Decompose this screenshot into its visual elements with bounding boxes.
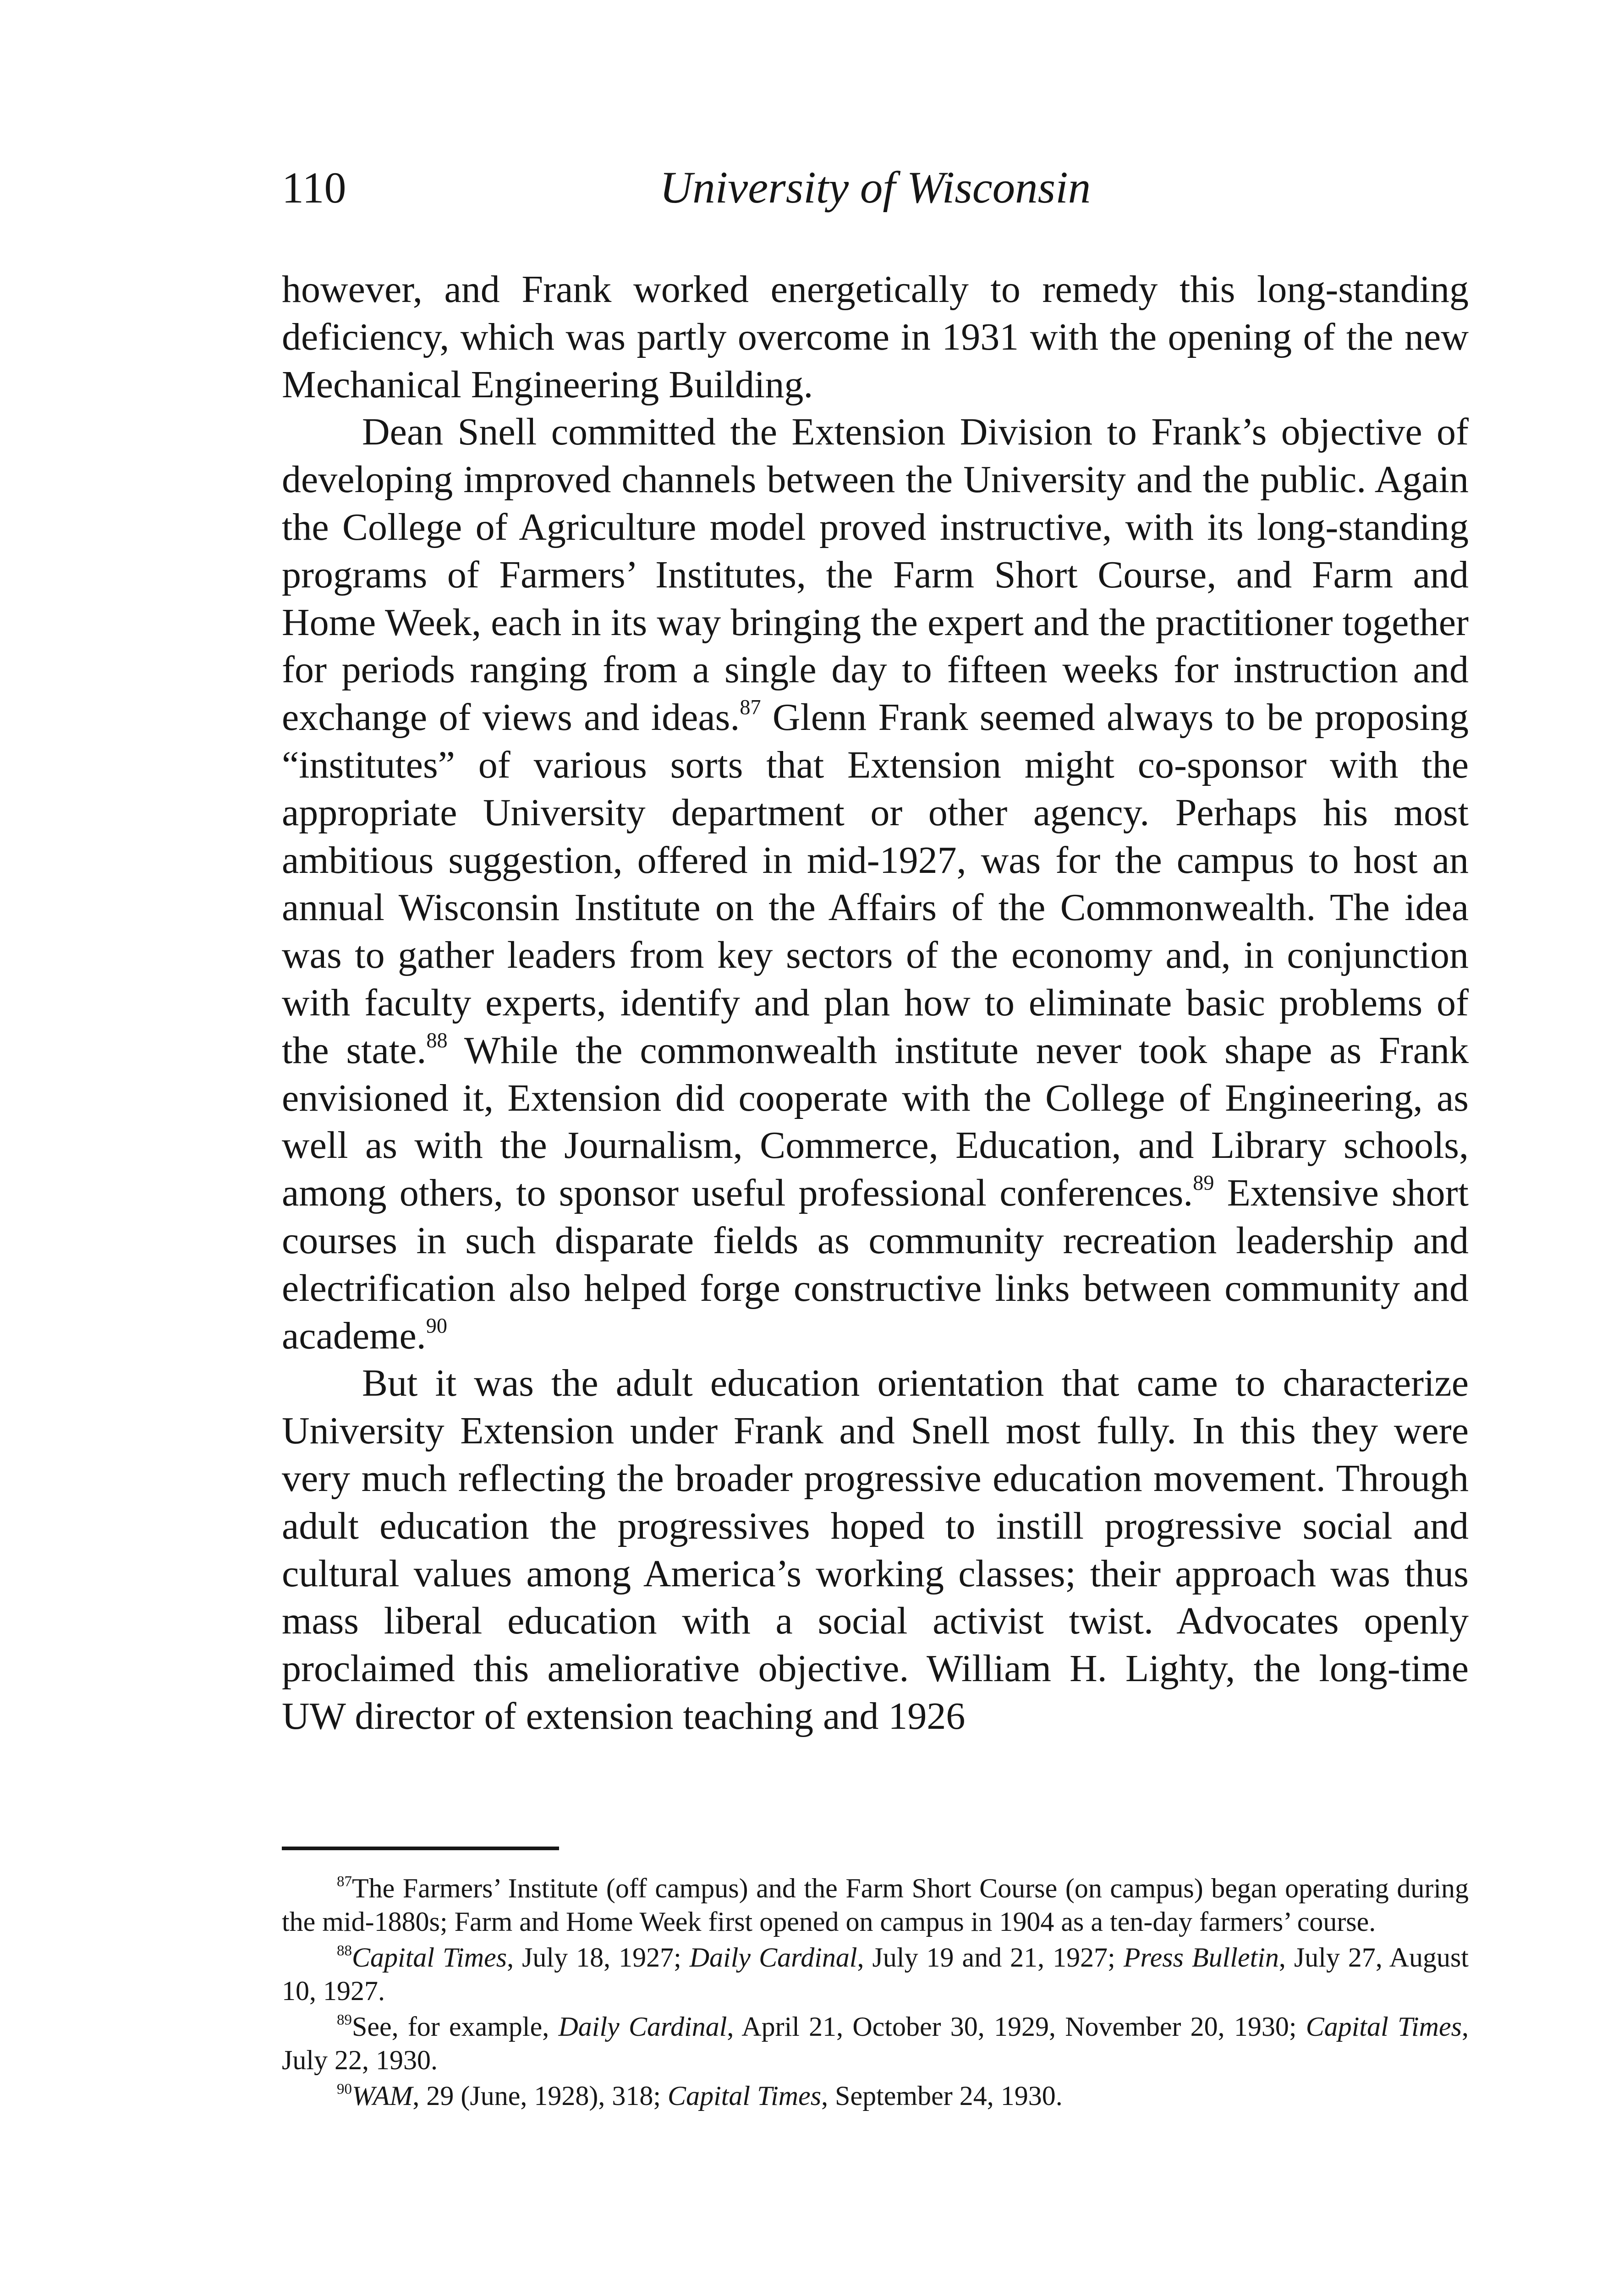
footnote-marker: 88 <box>337 1942 352 1959</box>
page-number: 110 <box>282 163 346 212</box>
running-head <box>282 158 1469 218</box>
paragraph <box>282 1359 1469 1740</box>
footnote-text: , July 19 and 21, 1927; <box>857 1942 1124 1973</box>
footnote-ref-90: 90 <box>426 1313 447 1337</box>
paragraph-text: But it was the adult education orientation that came to characterize University Extension under Frank and Snell most fully. In this they were very much reflecting the broader progressive education movement. Through adult education the progressives hoped to instill progressive social and cultural values among America’s working classes; their approach was thus mass liberal education with a social activist twist. Advocates openly proclaimed this ameliorative objective. William H. Lighty, the long-time UW director of extension teaching and 1926 <box>282 1362 1469 1737</box>
footnote-text: , April 21, October 30, 1929, November 20, 1930; <box>727 2011 1306 2042</box>
paragraph-text: While the commonwealth institute never took shape as Frank envisioned it, Extension did cooperate with the College of Engineering, as well as with the Journalism, Commerce, Education, and Library schools, among others, to sponsor useful professional conferences. <box>282 1029 1469 1215</box>
source-title: Daily Cardinal <box>558 2011 727 2042</box>
book-title: University of Wisconsin <box>659 163 1091 213</box>
footnote-marker: 87 <box>337 1873 352 1890</box>
paragraph <box>282 408 1469 1359</box>
source-title: Daily Cardinal <box>689 1942 857 1973</box>
body-text <box>282 266 1469 1740</box>
footnote-text: The Farmers’ Institute (off campus) and the Farm Short Course (on campus) began operating during the mid-1880s; Farm and Home Week first opened on campus in 1904 as a ten-day farmers’ course. <box>282 1873 1469 1937</box>
footnote-ref-88: 88 <box>426 1028 448 1052</box>
paragraph-text: Glenn Frank seemed always to be proposing “institutes” of various sorts that Extension might co-sponsor with the appropriate University department or other agency. Perhaps his most ambitious suggestion, offered in mid-1927, was for the campus to host an annual Wisconsin Institute on the Affairs of the Commonwealth. The idea was to gather leaders from key sectors of the economy and, in conjunction with faculty experts, identify and plan how to eliminate basic problems of the state. <box>282 696 1469 1072</box>
paragraph-continued <box>282 266 1469 408</box>
footnote-text: , 29 (June, 1928), 318; <box>412 2081 668 2111</box>
footnote-88 <box>282 1941 1469 2008</box>
footnote-87 <box>282 1872 1469 1939</box>
footnote-text: , September 24, 1930. <box>821 2081 1063 2111</box>
footnote-marker: 90 <box>337 2081 352 2098</box>
footnote-ref-89: 89 <box>1193 1171 1214 1195</box>
source-title: Capital Times <box>1306 2011 1462 2042</box>
footnote-marker: 89 <box>337 2011 352 2028</box>
footnote-ref-87: 87 <box>740 695 761 719</box>
source-title: Press Bulletin <box>1123 1942 1279 1973</box>
source-title: Capital Times <box>668 2081 822 2111</box>
footnote-text: , July 22, 1930. <box>282 2011 1469 2075</box>
paragraph-text: Dean Snell committed the Extension Division to Frank’s objective of developing improved channels between the University and the public. Again the College of Agriculture model proved instructive, with its long-standing programs of Farmers’ Institutes, the Farm Short Course, and Farm and Home Week, each in its way bringing the expert and the practitioner together for periods ranging from a single day to fifteen weeks for instruction and exchange of views and ideas. <box>282 411 1469 739</box>
source-title: WAM <box>352 2081 413 2111</box>
paragraph-text: Extensive short courses in such disparate fields as community recreation leadership and electrification also helped forge constructive links between community and academe. <box>282 1172 1469 1357</box>
footnote-90 <box>282 2079 1469 2113</box>
source-title: Capital Times <box>352 1942 507 1973</box>
footnote-text: , July 18, 1927; <box>507 1942 690 1973</box>
footnote-divider <box>282 1847 559 1850</box>
footnote-text: , July 27, August 10, 1927. <box>282 1942 1469 2006</box>
paragraph-text: however, and Frank worked energetically to remedy this long-standing deficiency, which was partly overcome in 1931 with the opening of the new Mechanical Engineering Building. <box>282 268 1469 406</box>
footnote-89 <box>282 2010 1469 2077</box>
footnote-text: See, for example, <box>352 2011 559 2042</box>
footnotes <box>282 1872 1469 2115</box>
